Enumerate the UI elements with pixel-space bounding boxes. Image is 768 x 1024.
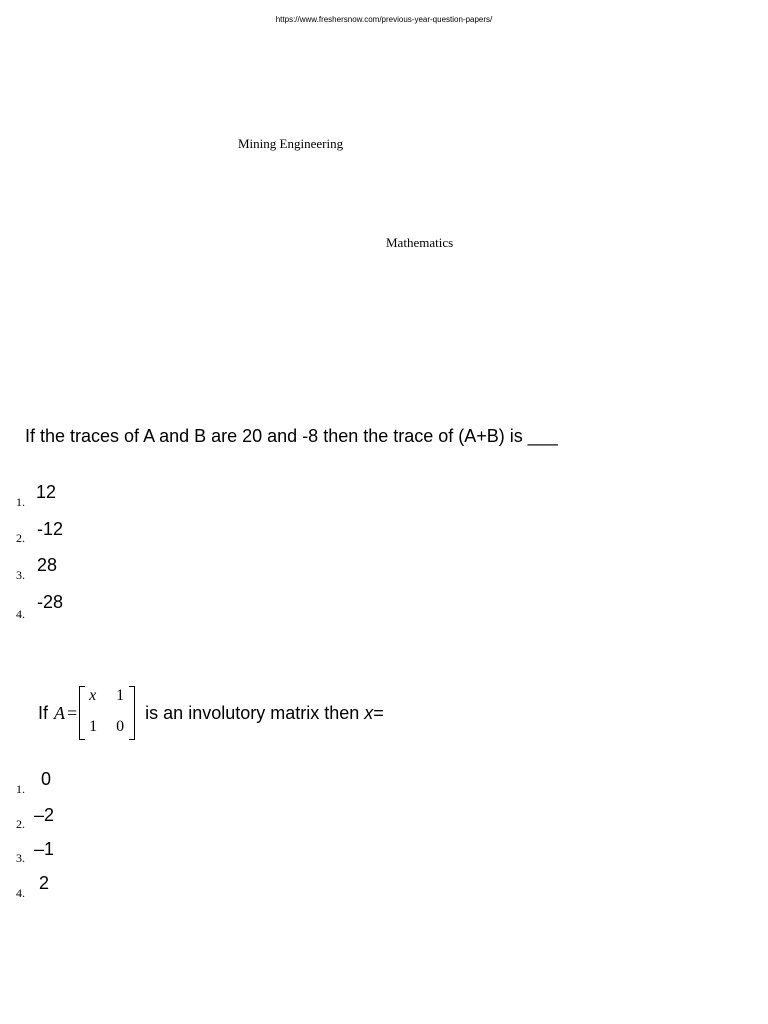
question-1-text: If the traces of A and B are 20 and -8 then the trace of (A+B) is ___ xyxy=(25,426,558,446)
q2-option-2-value: –2 xyxy=(34,805,55,825)
matrix-left-bracket xyxy=(79,686,85,740)
q2-option-3-value: –1 xyxy=(34,839,55,859)
q2-suffix-text: is an involutory matrix then xyxy=(145,702,360,723)
q2-prefix: If xyxy=(38,702,49,723)
matrix-right-bracket xyxy=(129,686,135,740)
subject-title: Mining Engineering xyxy=(238,136,344,151)
q1-option-1-number: 1. xyxy=(16,495,25,509)
matrix-cell-r2c1: 1 xyxy=(89,718,98,735)
q1-option-2-value: -12 xyxy=(37,519,64,539)
q2-option-4-value: 2 xyxy=(39,873,50,893)
q1-option-4-value: -28 xyxy=(37,592,64,612)
matrix-cell-r2c2: 0 xyxy=(116,718,125,735)
q2-equals: = xyxy=(67,702,78,723)
matrix-cell-r1c1: x xyxy=(89,687,97,704)
q2-suffix-equals: = xyxy=(373,702,384,723)
q1-option-3-number: 3. xyxy=(16,568,25,582)
section-title: Mathematics xyxy=(386,235,454,250)
q2-option-3-number: 3. xyxy=(16,851,25,865)
q2-option-1-value: 0 xyxy=(41,769,52,789)
q1-option-1-value: 12 xyxy=(36,482,57,502)
source-url: https://www.freshersnow.com/previous-year-question-papers/ xyxy=(275,15,493,24)
q1-option-4-number: 4. xyxy=(16,607,25,621)
q2-suffix-variable: x xyxy=(364,702,374,723)
q2-matrix-variable: A xyxy=(54,702,66,723)
q1-option-2-number: 2. xyxy=(16,531,25,545)
q2-option-1-number: 1. xyxy=(16,782,25,796)
matrix-cell-r1c2: 1 xyxy=(116,687,125,704)
q2-option-2-number: 2. xyxy=(16,817,25,831)
q2-suffix xyxy=(145,703,384,724)
q1-option-3-value: 28 xyxy=(37,555,58,575)
matrix xyxy=(79,684,135,742)
q2-option-4-number: 4. xyxy=(16,886,25,900)
question-2-text xyxy=(38,683,384,743)
